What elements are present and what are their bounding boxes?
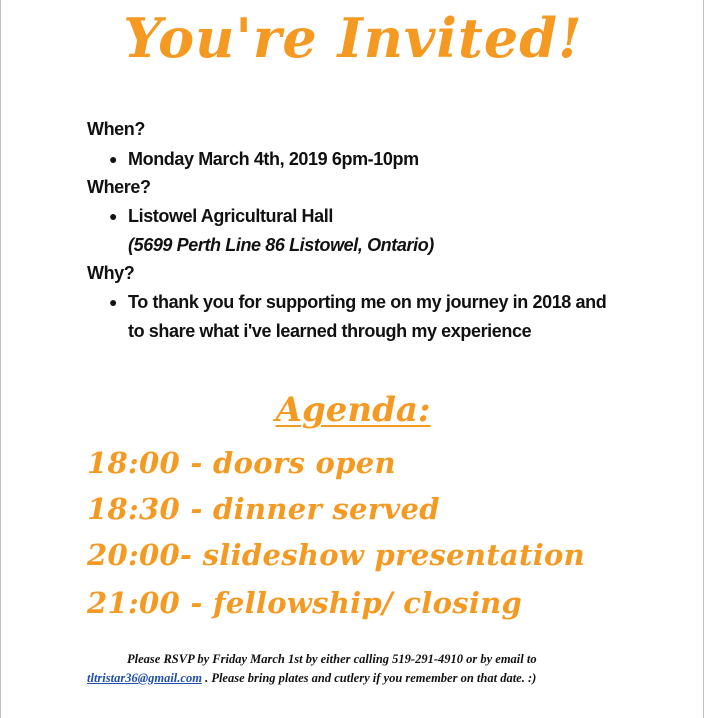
agenda-item: 18:30 - dinner served bbox=[87, 492, 440, 526]
why-line-1: To thank you for supporting me on my journey in 2018 and bbox=[128, 292, 607, 312]
rsvp-line-1: Please RSVP by Friday March 1st by either calling 519-291-4910 or by email to bbox=[127, 652, 537, 666]
invitation-title: You're Invited! bbox=[123, 6, 583, 70]
bullet-icon: ● bbox=[109, 294, 118, 310]
agenda-item: 20:00- slideshow presentation bbox=[87, 538, 586, 572]
agenda-item: 21:00 - fellowship/ closing bbox=[87, 586, 523, 620]
where-label: Where? bbox=[87, 177, 151, 197]
why-line-2: to share what i've learned through my experience bbox=[128, 321, 532, 341]
rsvp-note bbox=[87, 650, 647, 688]
where-venue: Listowel Agricultural Hall bbox=[128, 206, 333, 226]
rsvp-line-2 bbox=[87, 669, 647, 688]
agenda-heading: Agenda: bbox=[275, 390, 431, 430]
email-link[interactable]: tltristar36@gmail.com bbox=[87, 671, 202, 685]
when-label: When? bbox=[87, 119, 145, 139]
rsvp-line-2-text: . Please bring plates and cutlery if you remember on that date. :) bbox=[201, 671, 537, 685]
bullet-icon: ● bbox=[109, 151, 118, 167]
bullet-icon: ● bbox=[109, 208, 118, 224]
where-address: (5699 Perth Line 86 Listowel, Ontario) bbox=[128, 235, 434, 255]
agenda-item: 18:00 - doors open bbox=[87, 446, 396, 480]
why-label: Why? bbox=[87, 263, 135, 283]
when-detail: Monday March 4th, 2019 6pm-10pm bbox=[128, 149, 419, 169]
